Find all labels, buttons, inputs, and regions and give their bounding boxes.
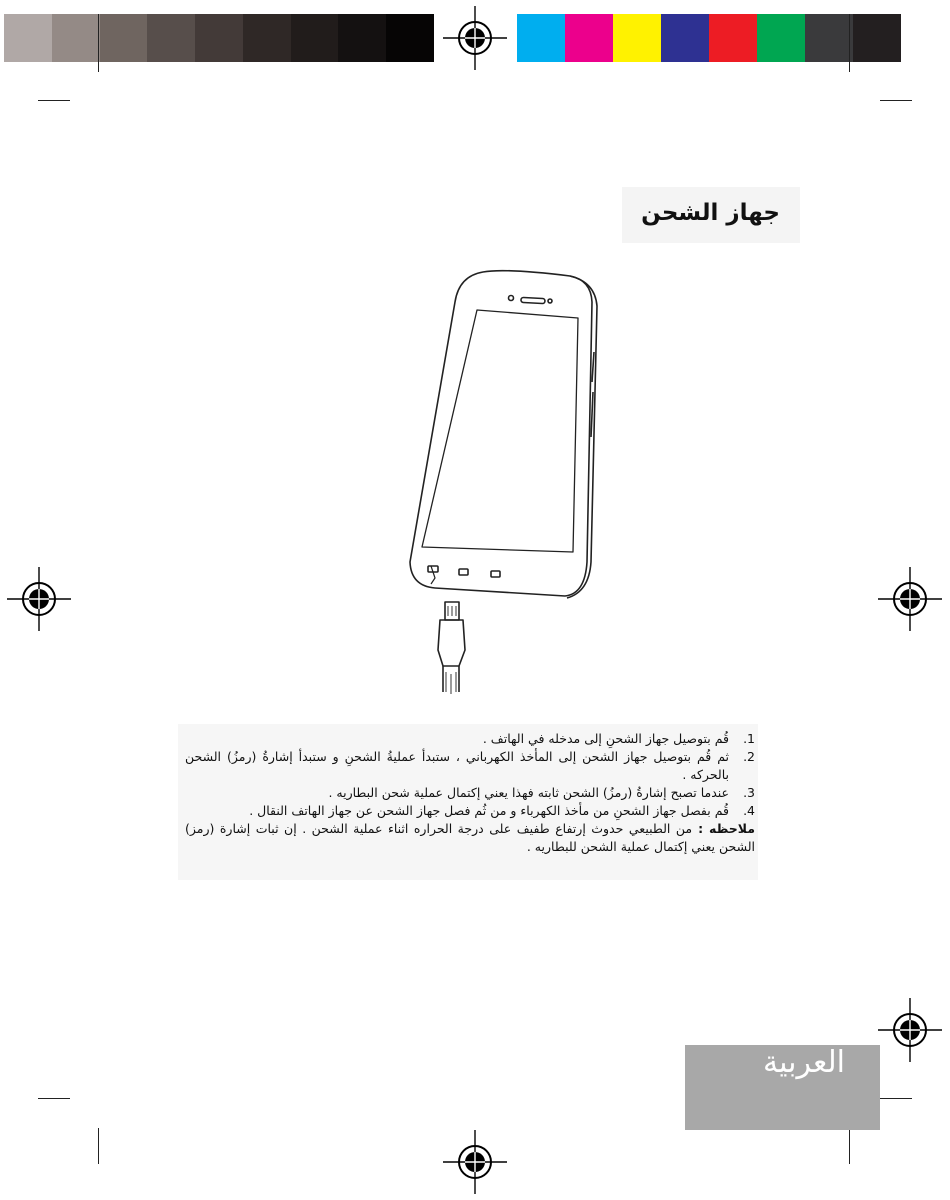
list-number: .4 (743, 803, 755, 818)
color-swatch (338, 14, 386, 62)
color-swatch (52, 14, 100, 62)
crop-mark (880, 1098, 912, 1099)
color-swatch (517, 14, 565, 62)
list-number: .3 (743, 785, 755, 800)
color-swatch (386, 14, 434, 62)
color-swatch (613, 14, 661, 62)
registration-mark-icon (443, 1130, 507, 1194)
color-swatch (4, 14, 52, 62)
registration-mark-icon (7, 567, 71, 631)
note-paragraph (185, 820, 755, 856)
instructions-list (185, 730, 755, 856)
language-tab-label: العربية (763, 1045, 845, 1080)
list-number: .2 (743, 749, 755, 764)
color-swatch (565, 14, 613, 62)
color-calibration-bar (517, 14, 901, 62)
note-text: من الطبيعي حدوث إرتفاع طفيف على درجة الحراره اثناء عملية الشحن . إن ثبات إشارة (رمز) الشحن يعني إكتمال عملية الشحن للبطاريه . (185, 821, 755, 854)
crop-mark (98, 1128, 99, 1164)
list-item-text: قُم بفصل جهاز الشحنِ من مأخذ الكهرباء و من ثُم فصل جهاز الشحن عن جهاز الهاتف النقال . (249, 803, 729, 818)
list-item (185, 730, 755, 748)
registration-mark-icon (878, 998, 942, 1062)
list-item-text: قُم بتوصيل جهاز الشحنِ إلى مدخله في الهاتف . (482, 731, 729, 746)
crop-mark (880, 100, 912, 101)
note-label: ملاحظه : (698, 821, 755, 836)
list-item-text: ثم قُم بتوصيل جهاز الشحن إلى المأخذ الكهرباني ، ستبدأ عمليةُ الشحنِ و ستبدأ إشارةُ (رمزُ) الشحن بالحركه . (185, 749, 729, 782)
color-swatch (147, 14, 195, 62)
registration-mark-icon (443, 6, 507, 70)
color-swatch (195, 14, 243, 62)
page-title: جهاز الشحن (641, 200, 780, 226)
crop-mark (98, 14, 99, 72)
crop-mark (849, 14, 850, 72)
crop-mark (38, 100, 70, 101)
color-swatch (243, 14, 291, 62)
color-swatch (709, 14, 757, 62)
color-swatch (853, 14, 901, 62)
color-swatch (757, 14, 805, 62)
list-item-text: عندما تصبح إشارةُ (رمزُ) الشحن ثابته فهذا يعني إكتمال عملية شحن البطاريه . (328, 785, 729, 800)
crop-mark (38, 1098, 70, 1099)
list-item (185, 802, 755, 820)
list-number: .1 (743, 731, 755, 746)
list-item (185, 748, 755, 784)
color-swatch (661, 14, 709, 62)
phone-charging-illustration (395, 262, 605, 702)
color-swatch (100, 14, 148, 62)
list-item (185, 784, 755, 802)
registration-mark-icon (878, 567, 942, 631)
color-swatch (805, 14, 853, 62)
crop-mark (849, 1128, 850, 1164)
grayscale-calibration-bar (4, 14, 434, 62)
color-swatch (291, 14, 339, 62)
